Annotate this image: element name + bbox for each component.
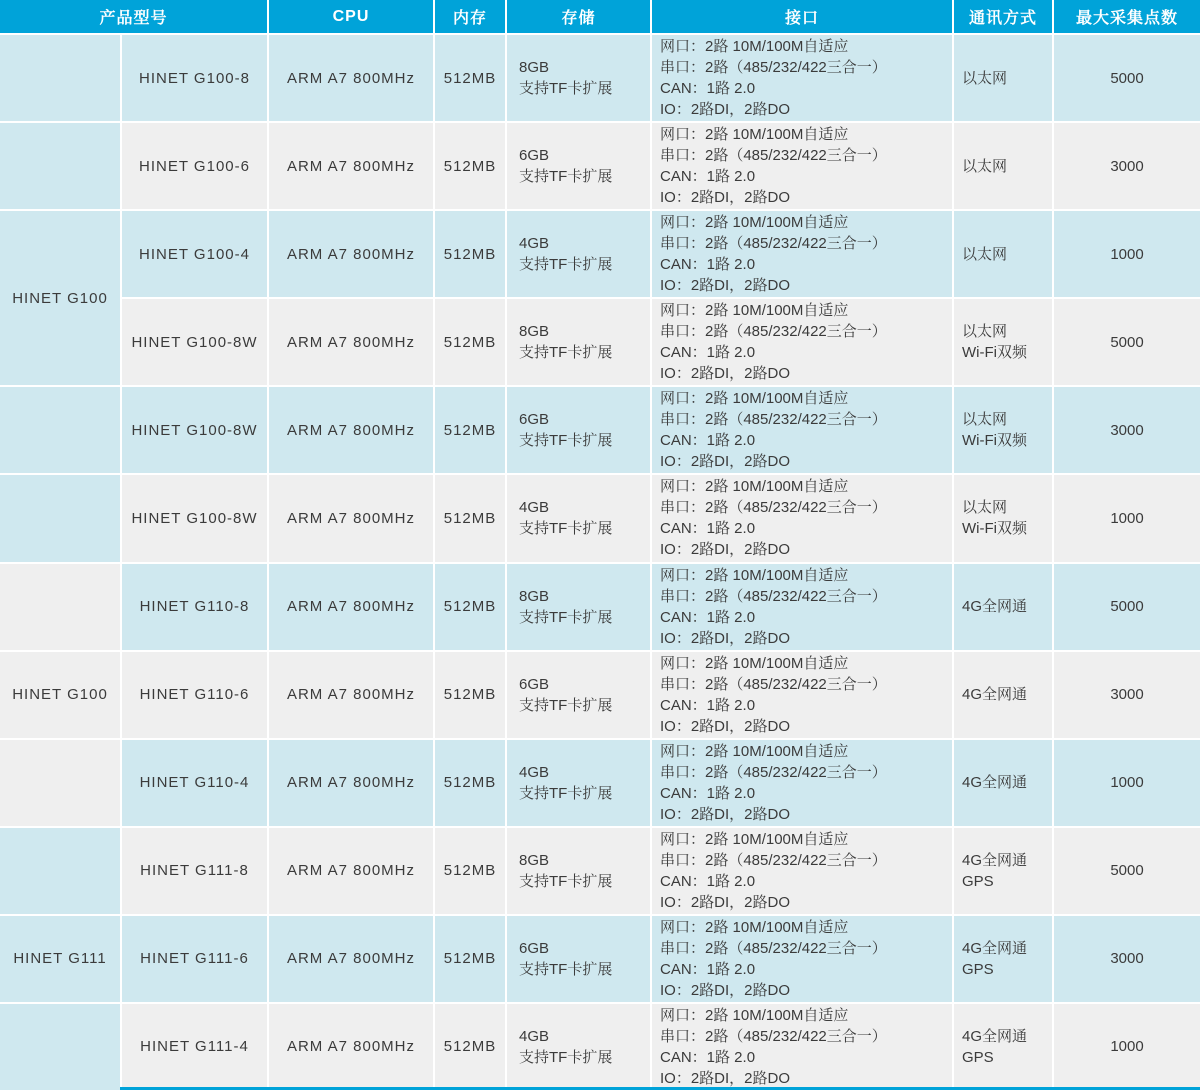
cell-line: 4GB [519,1027,550,1045]
cell-storage [507,916,650,1002]
cell-comm [954,211,1052,297]
cell-line: 4G全网通 [962,851,1028,869]
cell-cpu: ARM A7 800MHz [269,916,433,1002]
cell-line: 网口：2路 10M/100M自适应 [660,742,849,760]
cell-interface [652,35,952,121]
cell-memory: 512MB [435,828,505,914]
cell-storage [507,123,650,209]
cell-line: 支持TF卡扩展 [519,696,613,714]
cell-storage [507,387,650,473]
cell-line: 支持TF卡扩展 [519,872,613,890]
cell-line: 支持TF卡扩展 [519,432,613,450]
cell-line: Wi-Fi双频 [962,344,1027,362]
cell-comm [954,1004,1052,1090]
cell-line: 串口：2路（485/232/422三合一） [660,147,887,165]
cell-model: HINET G110-8 [122,564,267,650]
header-storage: 存储 [507,0,650,33]
cell-line: 8GB [519,59,550,77]
header-max-points: 最大采集点数 [1054,0,1200,33]
cell-comm [954,123,1052,209]
cell-model: HINET G111-8 [122,828,267,914]
cell-interface [652,652,952,738]
cell-line: IO：2路DI，2路DO [660,277,791,295]
cell-line: 以太网 [962,499,1008,517]
cell-cpu: ARM A7 800MHz [269,1004,433,1090]
cell-comm [954,652,1052,738]
cell-model: HINET G100-8W [122,387,267,473]
header-memory: 内存 [435,0,505,33]
cell-points: 5000 [1054,828,1200,914]
cell-line: 支持TF卡扩展 [519,960,613,978]
cell-line: IO：2路DI，2路DO [660,541,791,559]
group-spacer-cell [0,740,120,826]
cell-points: 3000 [1054,123,1200,209]
cell-comm [954,916,1052,1002]
cell-line: IO：2路DI，2路DO [660,805,791,823]
cell-line: 网口：2路 10M/100M自适应 [660,830,849,848]
cell-line: 8GB [519,587,550,605]
cell-line: 以太网 [962,245,1008,263]
cell-points: 5000 [1054,564,1200,650]
cell-points: 3000 [1054,652,1200,738]
cell-interface [652,387,952,473]
cell-memory: 512MB [435,1004,505,1090]
cell-line: 网口：2路 10M/100M自适应 [660,566,849,584]
cell-interface [652,299,952,385]
cell-line: IO：2路DI，2路DO [660,893,791,911]
cell-storage [507,475,650,561]
cell-line: 网口：2路 10M/100M自适应 [660,302,849,320]
cell-model: HINET G100-6 [122,123,267,209]
cell-line: IO：2路DI，2路DO [660,981,791,999]
cell-storage [507,299,650,385]
cell-memory: 512MB [435,475,505,561]
cell-memory: 512MB [435,652,505,738]
cell-line: 网口：2路 10M/100M自适应 [660,918,849,936]
cell-memory: 512MB [435,123,505,209]
cell-interface [652,564,952,650]
header-cpu: CPU [269,0,433,33]
cell-line: Wi-Fi双频 [962,432,1027,450]
cell-line: CAN：1路 2.0 [660,872,756,890]
cell-line: 8GB [519,851,550,869]
cell-line: 网口：2路 10M/100M自适应 [660,126,849,144]
cell-line: 串口：2路（485/232/422三合一） [660,499,887,517]
header-product-model: 产品型号 [0,0,267,33]
cell-line: CAN：1路 2.0 [660,432,756,450]
cell-line: 8GB [519,323,550,341]
cell-line: IO：2路DI，2路DO [660,101,791,119]
cell-cpu: ARM A7 800MHz [269,211,433,297]
cell-cpu: ARM A7 800MHz [269,387,433,473]
cell-points: 3000 [1054,387,1200,473]
cell-model: HINET G110-4 [122,740,267,826]
cell-line: 4G全网通 [962,1027,1028,1045]
group-spacer-cell [0,1004,120,1090]
cell-line: CAN：1路 2.0 [660,960,756,978]
cell-line: 网口：2路 10M/100M自适应 [660,1006,849,1024]
cell-points: 1000 [1054,740,1200,826]
cell-line: 支持TF卡扩展 [519,784,613,802]
cell-line: GPS [962,872,994,890]
cell-line: 6GB [519,939,550,957]
cell-line: 串口：2路（485/232/422三合一） [660,235,887,253]
cell-line: CAN：1路 2.0 [660,1048,756,1066]
cell-line: GPS [962,1048,994,1066]
group-spacer-cell [0,564,120,650]
cell-memory: 512MB [435,916,505,1002]
cell-model: HINET G100-8W [122,299,267,385]
cell-model: HINET G111-4 [122,1004,267,1090]
cell-line: 以太网 [962,411,1008,429]
cell-interface [652,916,952,1002]
cell-points: 3000 [1054,916,1200,1002]
cell-comm [954,299,1052,385]
cell-storage [507,652,650,738]
cell-line: 串口：2路（485/232/422三合一） [660,851,887,869]
cell-model: HINET G111-6 [122,916,267,1002]
cell-cpu: ARM A7 800MHz [269,652,433,738]
cell-line: 串口：2路（485/232/422三合一） [660,323,887,341]
header-interface: 接口 [652,0,952,33]
cell-storage [507,211,650,297]
cell-line: IO：2路DI，2路DO [660,1069,791,1087]
cell-interface [652,123,952,209]
cell-model: HINET G100-8 [122,35,267,121]
group-spacer-cell [0,387,120,473]
cell-cpu: ARM A7 800MHz [269,740,433,826]
cell-comm [954,475,1052,561]
cell-line: 4G全网通 [962,686,1028,704]
cell-line: 6GB [519,147,550,165]
cell-points: 1000 [1054,211,1200,297]
cell-line: 网口：2路 10M/100M自适应 [660,38,849,56]
group-spacer-cell [0,828,120,914]
cell-line: CAN：1路 2.0 [660,344,756,362]
cell-points: 5000 [1054,299,1200,385]
cell-comm [954,35,1052,121]
cell-line: CAN：1路 2.0 [660,784,756,802]
group-label-cell: HINET G111 [0,916,120,1002]
cell-line: 支持TF卡扩展 [519,608,613,626]
cell-line: 支持TF卡扩展 [519,168,613,186]
cell-line: 4GB [519,763,550,781]
cell-memory: 512MB [435,299,505,385]
cell-storage [507,35,650,121]
cell-memory: 512MB [435,564,505,650]
header-comm-mode: 通讯方式 [954,0,1052,33]
cell-storage [507,564,650,650]
cell-storage [507,828,650,914]
group-label-cell: HINET G100 [0,652,120,738]
group-spacer-cell [0,35,120,121]
cell-line: 支持TF卡扩展 [519,256,613,274]
cell-model: HINET G100-4 [122,211,267,297]
cell-line: 支持TF卡扩展 [519,1048,613,1066]
cell-line: GPS [962,960,994,978]
group-spacer-cell [0,475,120,561]
cell-line: 支持TF卡扩展 [519,80,613,98]
cell-line: 串口：2路（485/232/422三合一） [660,587,887,605]
cell-line: 串口：2路（485/232/422三合一） [660,59,887,77]
cell-line: 网口：2路 10M/100M自适应 [660,390,849,408]
cell-model: HINET G110-6 [122,652,267,738]
cell-interface [652,1004,952,1090]
cell-cpu: ARM A7 800MHz [269,35,433,121]
cell-points: 1000 [1054,475,1200,561]
cell-points: 5000 [1054,35,1200,121]
cell-line: IO：2路DI，2路DO [660,365,791,383]
cell-line: IO：2路DI，2路DO [660,189,791,207]
cell-cpu: ARM A7 800MHz [269,828,433,914]
cell-line: 6GB [519,675,550,693]
cell-line: 串口：2路（485/232/422三合一） [660,939,887,957]
cell-line: 串口：2路（485/232/422三合一） [660,411,887,429]
cell-line: 6GB [519,411,550,429]
cell-line: 串口：2路（485/232/422三合一） [660,675,887,693]
cell-line: 支持TF卡扩展 [519,520,613,538]
group-label-cell: HINET G100 [0,211,120,385]
cell-line: 支持TF卡扩展 [519,344,613,362]
cell-storage [507,740,650,826]
cell-model: HINET G100-8W [122,475,267,561]
group-spacer-cell [0,123,120,209]
cell-cpu: ARM A7 800MHz [269,299,433,385]
cell-line: CAN：1路 2.0 [660,608,756,626]
cell-line: 4GB [519,499,550,517]
cell-line: 网口：2路 10M/100M自适应 [660,214,849,232]
cell-interface [652,828,952,914]
cell-storage [507,1004,650,1090]
cell-interface [652,740,952,826]
cell-cpu: ARM A7 800MHz [269,564,433,650]
cell-memory: 512MB [435,740,505,826]
cell-memory: 512MB [435,211,505,297]
cell-line: CAN：1路 2.0 [660,256,756,274]
cell-line: 以太网 [962,69,1008,87]
cell-comm [954,564,1052,650]
cell-interface [652,475,952,561]
cell-line: 以太网 [962,323,1008,341]
cell-line: 以太网 [962,157,1008,175]
cell-cpu: ARM A7 800MHz [269,123,433,209]
cell-line: 网口：2路 10M/100M自适应 [660,654,849,672]
cell-comm [954,387,1052,473]
cell-line: CAN：1路 2.0 [660,520,756,538]
cell-cpu: ARM A7 800MHz [269,475,433,561]
cell-line: 4G全网通 [962,598,1028,616]
cell-line: CAN：1路 2.0 [660,696,756,714]
cell-line: CAN：1路 2.0 [660,168,756,186]
cell-comm [954,828,1052,914]
cell-line: IO：2路DI，2路DO [660,453,791,471]
cell-line: 串口：2路（485/232/422三合一） [660,1027,887,1045]
cell-interface [652,211,952,297]
cell-line: 4G全网通 [962,939,1028,957]
cell-line: CAN：1路 2.0 [660,80,756,98]
cell-line: 串口：2路（485/232/422三合一） [660,763,887,781]
cell-line: IO：2路DI，2路DO [660,717,791,735]
cell-line: 4G全网通 [962,774,1028,792]
cell-line: Wi-Fi双频 [962,520,1027,538]
cell-line: IO：2路DI，2路DO [660,629,791,647]
cell-comm [954,740,1052,826]
cell-memory: 512MB [435,387,505,473]
cell-memory: 512MB [435,35,505,121]
cell-line: 网口：2路 10M/100M自适应 [660,478,849,496]
cell-points: 1000 [1054,1004,1200,1090]
cell-line: 4GB [519,235,550,253]
